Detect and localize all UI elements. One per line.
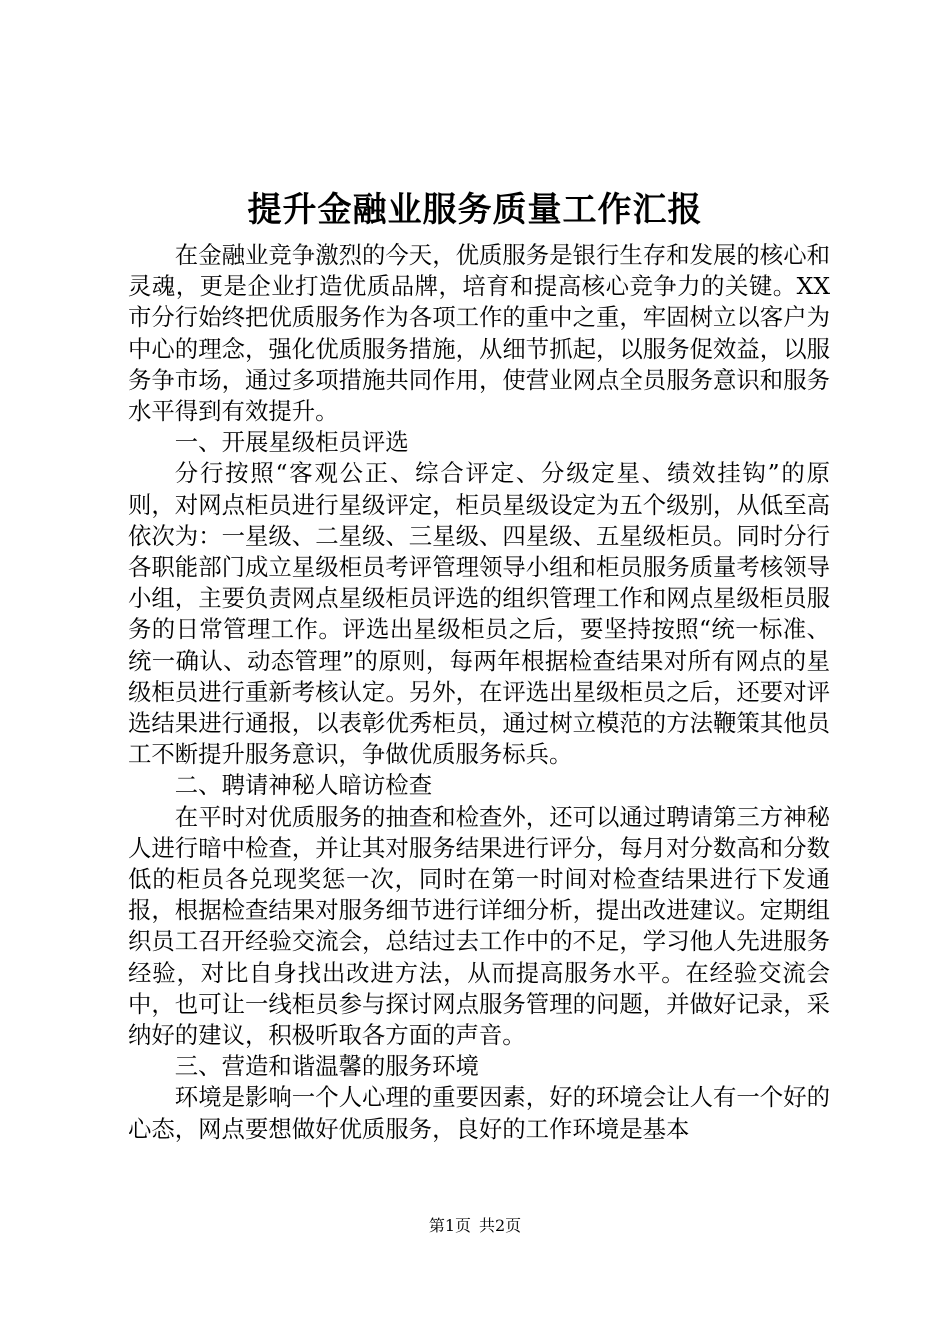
paragraph-section-3: 环境是影响一个人心理的重要因素，好的环境会让人有一个好的心态，网点要想做好优质服务，良好的工作环境是基本 [128,1083,830,1143]
section-heading-3: 三、营造和谐温馨的服务环境 [174,1052,479,1081]
paragraph-intro: 在金融业竞争激烈的今天，优质服务是银行生存和发展的核心和灵魂，更是企业打造优质品牌，培育和提高核心竞争力的关键。XX市分行始终把优质服务作为各项工作的重中之重，牢固树立以客户为中心的理念，强化优质服务措施，从细节抓起，以服务促效益，以服务争市场，通过多项措施共同作用，使营业网点全员服务意识和服务水平得到有效提升。 [128,241,830,426]
paragraph-section-2: 在平时对优质服务的抽查和检查外，还可以通过聘请第三方神秘人进行暗中检查，并让其对服务结果进行评分，每月对分数高和分数低的柜员各兑现奖惩一次，同时在第一时间对检查结果进行下发通报，根据检查结果对服务细节进行详细分析，提出改进建议。定期组织员工召开经验交流会，总结过去工作中的不足，学习他人先进服务经验，对比自身找出改进方法，从而提高服务水平。在经验交流会中，也可让一线柜员参与探讨网点服务管理的问题，并做好记录，采纳好的建议，积极听取各方面的声音。 [128,802,830,1050]
section-heading-1: 一、开展星级柜员评选 [174,428,409,457]
page-total: 共2页 [479,1216,522,1235]
document-body [128,240,830,1145]
section-heading-2: 二、聘请神秘人暗访检查 [174,771,433,800]
page-number: 第1页 [428,1216,471,1235]
paragraph-section-1: 分行按照“客观公正、综合评定、分级定星、绩效挂钩”的原则，对网点柜员进行星级评定，柜员星级设定为五个级别，从低至高依次为：一星级、二星级、三星级、四星级、五星级柜员。同时分行各职能部门成立星级柜员考评管理领导小组和柜员服务质量考核领导小组，主要负责网点星级柜员评选的组织管理工作和网点星级柜员服务的日常管理工作。评选出星级柜员之后，要坚持按照“统一标准、统一确认、动态管理”的原则，每两年根据检查结果对所有网点的星级柜员进行重新考核认定。另外，在评选出星级柜员之后，还要对评选结果进行通报，以表彰优秀柜员，通过树立模范的方法鞭策其他员工不断提升服务意识，争做优质服务标兵。 [128,459,830,769]
document-title: 提升金融业服务质量工作汇报 [247,190,703,230]
page-footer [0,1214,950,1238]
